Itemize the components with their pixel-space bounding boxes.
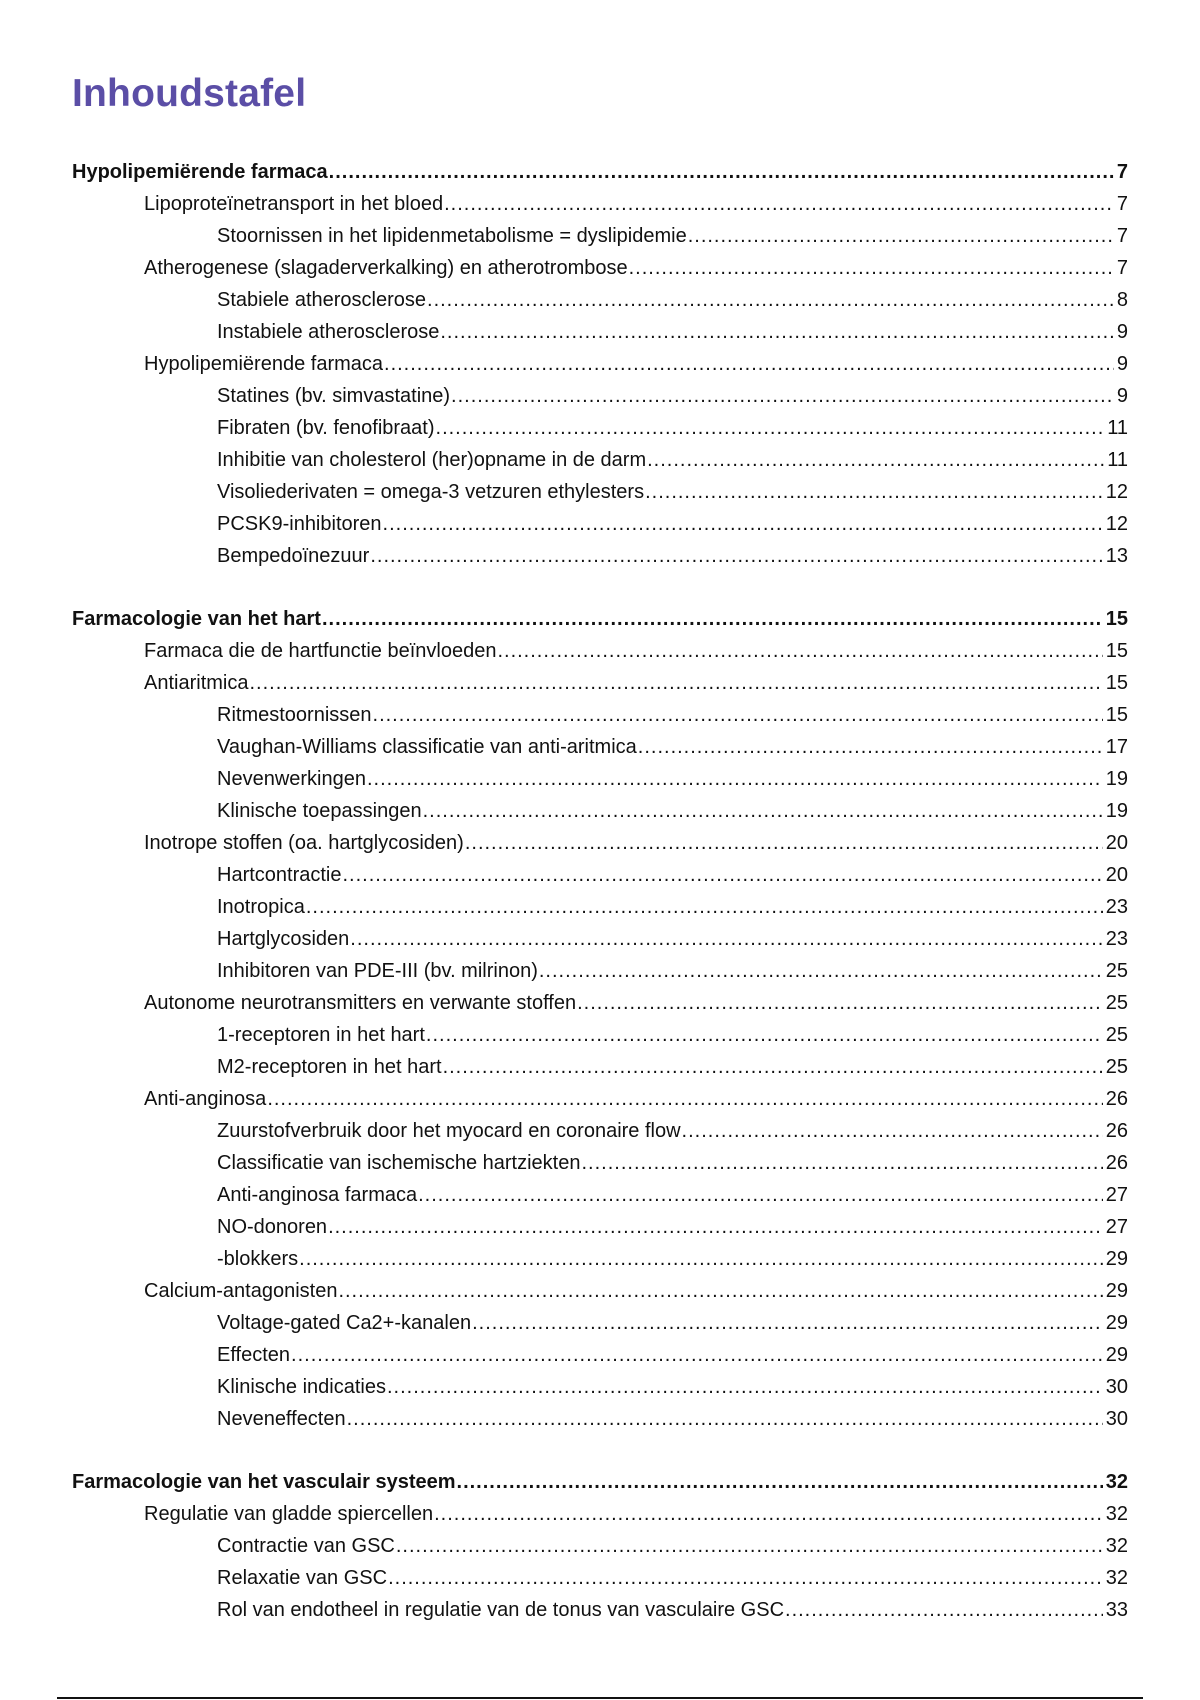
toc-page-number: 7 bbox=[1116, 225, 1128, 247]
toc-page-number: 27 bbox=[1105, 1216, 1128, 1238]
toc-entry-level-3[interactable] bbox=[72, 1147, 1128, 1179]
toc-page-number: 15 bbox=[1105, 640, 1128, 662]
toc-entry-level-3[interactable] bbox=[72, 508, 1128, 540]
toc-dot-leader bbox=[443, 1051, 1103, 1083]
toc-page-number: 29 bbox=[1105, 1344, 1128, 1366]
toc-entry-label: -blokkers bbox=[217, 1248, 299, 1270]
toc-dot-leader bbox=[343, 859, 1103, 891]
toc-page-number: 15 bbox=[1105, 672, 1128, 694]
toc-page-number: 32 bbox=[1105, 1471, 1128, 1493]
toc-dot-leader bbox=[440, 316, 1114, 348]
toc-dot-leader bbox=[444, 188, 1114, 220]
toc-entry-label: Rol van endotheel in regulatie van de tonus van vasculaire GSC bbox=[217, 1599, 785, 1621]
toc-entry-level-3[interactable] bbox=[72, 412, 1128, 444]
toc-entry-level-2[interactable] bbox=[72, 252, 1128, 284]
toc-entry-level-3[interactable] bbox=[72, 284, 1128, 316]
toc-dot-leader bbox=[387, 1371, 1103, 1403]
toc-page-number: 30 bbox=[1105, 1408, 1128, 1430]
toc-page-number: 15 bbox=[1105, 704, 1128, 726]
toc-entry-label: Effecten bbox=[217, 1344, 291, 1366]
toc-page-number: 9 bbox=[1116, 353, 1128, 375]
toc-entry-level-2[interactable] bbox=[72, 987, 1128, 1019]
toc-entry-label: PCSK9-inhibitoren bbox=[217, 513, 382, 535]
toc-dot-leader bbox=[306, 891, 1103, 923]
toc-page-number: 7 bbox=[1116, 257, 1128, 279]
toc-entry-level-3[interactable] bbox=[72, 1051, 1128, 1083]
toc-entry-label: Klinische toepassingen bbox=[217, 800, 422, 822]
toc-entry-level-1[interactable] bbox=[72, 1466, 1128, 1498]
toc-entry-level-3[interactable] bbox=[72, 1594, 1128, 1626]
toc-dot-leader bbox=[497, 635, 1102, 667]
toc-entry-level-3[interactable] bbox=[72, 731, 1128, 763]
toc-dot-leader bbox=[267, 1083, 1102, 1115]
toc-dot-leader bbox=[457, 1466, 1103, 1498]
toc-page-number: 26 bbox=[1105, 1152, 1128, 1174]
toc-dot-leader bbox=[638, 731, 1103, 763]
toc-page-number: 26 bbox=[1105, 1088, 1128, 1110]
table-of-contents bbox=[72, 156, 1128, 1626]
toc-entry-level-3[interactable] bbox=[72, 1019, 1128, 1051]
toc-entry-label: Neveneffecten bbox=[217, 1408, 346, 1430]
toc-page-number: 25 bbox=[1105, 992, 1128, 1014]
toc-entry-level-3[interactable] bbox=[72, 955, 1128, 987]
toc-dot-leader bbox=[451, 380, 1114, 412]
toc-entry-level-3[interactable] bbox=[72, 699, 1128, 731]
toc-entry-label: Fibraten (bv. fenofibraat) bbox=[217, 417, 435, 439]
toc-dot-leader bbox=[347, 1403, 1103, 1435]
toc-dot-leader bbox=[539, 955, 1103, 987]
toc-entry-level-3[interactable] bbox=[72, 1562, 1128, 1594]
toc-page-number: 26 bbox=[1105, 1120, 1128, 1142]
toc-entry-label: Classificatie van ischemische hartziekten bbox=[217, 1152, 581, 1174]
toc-dot-leader bbox=[418, 1179, 1103, 1211]
toc-dot-leader bbox=[329, 156, 1114, 188]
toc-entry-label: Inhibitoren van PDE-III (bv. milrinon) bbox=[217, 960, 538, 982]
toc-page-number: 19 bbox=[1105, 800, 1128, 822]
toc-entry-level-3[interactable] bbox=[72, 540, 1128, 572]
toc-page-number: 29 bbox=[1105, 1280, 1128, 1302]
toc-page-number: 11 bbox=[1107, 449, 1128, 471]
toc-entry-label: Zuurstofverbruik door het myocard en coronaire flow bbox=[217, 1120, 681, 1142]
toc-entry-label: Statines (bv. simvastatine) bbox=[217, 385, 451, 407]
toc-entry-label: Vaughan-Williams classificatie van anti-aritmica bbox=[217, 736, 637, 758]
toc-page-number: 25 bbox=[1105, 1056, 1128, 1078]
toc-dot-leader bbox=[436, 412, 1105, 444]
toc-entry-level-3[interactable] bbox=[72, 1243, 1128, 1275]
toc-entry-level-3[interactable] bbox=[72, 795, 1128, 827]
toc-page-number: 17 bbox=[1105, 736, 1128, 758]
toc-entry-level-3[interactable] bbox=[72, 1530, 1128, 1562]
toc-page-number: 25 bbox=[1105, 960, 1128, 982]
toc-entry-label: Hartglycosiden bbox=[217, 928, 350, 950]
toc-dot-leader bbox=[645, 476, 1103, 508]
toc-entry-label: Instabiele atherosclerose bbox=[217, 321, 440, 343]
toc-entry-level-3[interactable] bbox=[72, 1179, 1128, 1211]
toc-dot-leader bbox=[472, 1307, 1103, 1339]
footer-divider bbox=[57, 1697, 1143, 1699]
toc-dot-leader bbox=[785, 1594, 1103, 1626]
toc-entry-label: M2-receptoren in het hart bbox=[217, 1056, 442, 1078]
toc-entry-label: Farmacologie van het hart bbox=[72, 608, 321, 630]
toc-entry-level-3[interactable] bbox=[72, 1307, 1128, 1339]
toc-entry-label: Stoornissen in het lipidenmetabolisme = dyslipidemie bbox=[217, 225, 687, 247]
toc-page-number: 25 bbox=[1105, 1024, 1128, 1046]
toc-entry-level-3[interactable] bbox=[72, 763, 1128, 795]
toc-dot-leader bbox=[350, 923, 1102, 955]
toc-page-number: 33 bbox=[1105, 1599, 1128, 1621]
toc-entry-label: Hypolipemiërende farmaca bbox=[72, 161, 328, 183]
toc-entry-label: Anti-anginosa farmaca bbox=[217, 1184, 418, 1206]
toc-entry-label: Relaxatie van GSC bbox=[217, 1567, 388, 1589]
toc-entry-label: Regulatie van gladde spiercellen bbox=[144, 1503, 434, 1525]
toc-dot-leader bbox=[582, 1147, 1103, 1179]
toc-entry-label: Klinische indicaties bbox=[217, 1376, 386, 1398]
toc-entry-label: Hypolipemiërende farmaca bbox=[144, 353, 384, 375]
toc-page-number: 9 bbox=[1116, 321, 1128, 343]
toc-dot-leader bbox=[682, 1115, 1103, 1147]
toc-entry-label: Hartcontractie bbox=[217, 864, 342, 886]
toc-entry-label: Stabiele atherosclerose bbox=[217, 289, 427, 311]
toc-entry-label: Ritmestoornissen bbox=[217, 704, 372, 726]
toc-entry-label: Visoliederivaten = omega-3 vetzuren ethylesters bbox=[217, 481, 645, 503]
toc-entry-level-2[interactable] bbox=[72, 348, 1128, 380]
toc-dot-leader bbox=[647, 444, 1104, 476]
toc-page-number: 29 bbox=[1105, 1312, 1128, 1334]
toc-entry-level-1[interactable] bbox=[72, 156, 1128, 188]
toc-dot-leader bbox=[370, 540, 1102, 572]
toc-page-number: 23 bbox=[1105, 928, 1128, 950]
toc-entry-label: Calcium-antagonisten bbox=[144, 1280, 338, 1302]
toc-dot-leader bbox=[249, 667, 1102, 699]
toc-page-number: 19 bbox=[1105, 768, 1128, 790]
toc-dot-leader bbox=[577, 987, 1103, 1019]
toc-dot-leader bbox=[328, 1211, 1103, 1243]
toc-dot-leader bbox=[299, 1243, 1103, 1275]
toc-page-number: 30 bbox=[1105, 1376, 1128, 1398]
toc-dot-leader bbox=[388, 1562, 1103, 1594]
toc-page-number: 20 bbox=[1105, 832, 1128, 854]
toc-entry-label: Farmaca die de hartfunctie beïnvloeden bbox=[144, 640, 497, 662]
toc-page-number: 12 bbox=[1105, 513, 1128, 535]
toc-entry-label: Voltage-gated Ca2+-kanalen bbox=[217, 1312, 472, 1334]
toc-dot-leader bbox=[322, 603, 1103, 635]
toc-entry-level-3[interactable] bbox=[72, 1339, 1128, 1371]
toc-entry-level-3[interactable] bbox=[72, 859, 1128, 891]
toc-entry-level-2[interactable] bbox=[72, 667, 1128, 699]
toc-entry-level-2[interactable] bbox=[72, 188, 1128, 220]
toc-dot-leader bbox=[434, 1498, 1103, 1530]
toc-page-number: 7 bbox=[1116, 161, 1128, 183]
toc-dot-leader bbox=[338, 1275, 1102, 1307]
toc-entry-level-3[interactable] bbox=[72, 1371, 1128, 1403]
toc-dot-leader bbox=[688, 220, 1114, 252]
toc-entry-level-3[interactable] bbox=[72, 380, 1128, 412]
toc-page-number: 32 bbox=[1105, 1535, 1128, 1557]
toc-entry-level-3[interactable] bbox=[72, 1211, 1128, 1243]
toc-page-number: 32 bbox=[1105, 1567, 1128, 1589]
toc-entry-label: Autonome neurotransmitters en verwante stoffen bbox=[144, 992, 577, 1014]
toc-entry-label: Inhibitie van cholesterol (her)opname in de darm bbox=[217, 449, 647, 471]
toc-entry-level-3[interactable] bbox=[72, 1115, 1128, 1147]
toc-dot-leader bbox=[465, 827, 1103, 859]
toc-entry-label: Lipoproteïnetransport in het bloed bbox=[144, 193, 444, 215]
toc-entry-level-3[interactable] bbox=[72, 444, 1128, 476]
toc-entry-label: Farmacologie van het vasculair systeem bbox=[72, 1471, 456, 1493]
toc-entry-label: Inotrope stoffen (oa. hartglycosiden) bbox=[144, 832, 464, 854]
toc-entry-level-3[interactable] bbox=[72, 1403, 1128, 1435]
toc-entry-level-3[interactable] bbox=[72, 220, 1128, 252]
toc-page-number: 7 bbox=[1116, 193, 1128, 215]
toc-page-number: 11 bbox=[1107, 417, 1128, 439]
toc-page-number: 20 bbox=[1105, 864, 1128, 886]
toc-dot-leader bbox=[373, 699, 1103, 731]
toc-page-number: 32 bbox=[1105, 1503, 1128, 1525]
toc-dot-leader bbox=[396, 1530, 1103, 1562]
toc-dot-leader bbox=[384, 348, 1114, 380]
toc-entry-label: Bempedoïnezuur bbox=[217, 545, 370, 567]
toc-dot-leader bbox=[367, 763, 1103, 795]
toc-dot-leader bbox=[629, 252, 1114, 284]
toc-entry-level-2[interactable] bbox=[72, 1083, 1128, 1115]
toc-entry-label: NO-donoren bbox=[217, 1216, 328, 1238]
toc-entry-label: Nevenwerkingen bbox=[217, 768, 366, 790]
toc-dot-leader bbox=[423, 795, 1103, 827]
toc-page-number: 23 bbox=[1105, 896, 1128, 918]
page-title: Inhoudstafel bbox=[72, 72, 307, 115]
toc-entry-level-3[interactable] bbox=[72, 923, 1128, 955]
toc-entry-label: Contractie van GSC bbox=[217, 1535, 395, 1557]
toc-dot-leader bbox=[383, 508, 1103, 540]
toc-entry-level-3[interactable] bbox=[72, 891, 1128, 923]
toc-entry-level-2[interactable] bbox=[72, 635, 1128, 667]
toc-page-number: 27 bbox=[1105, 1184, 1128, 1206]
toc-entry-label: Antiaritmica bbox=[144, 672, 249, 694]
toc-page-number: 13 bbox=[1105, 545, 1128, 567]
toc-entry-level-2[interactable] bbox=[72, 827, 1128, 859]
toc-entry-level-1[interactable] bbox=[72, 603, 1128, 635]
toc-entry-level-2[interactable] bbox=[72, 1498, 1128, 1530]
toc-page-number: 9 bbox=[1116, 385, 1128, 407]
toc-entry-label: Inotropica bbox=[217, 896, 305, 918]
toc-entry-level-2[interactable] bbox=[72, 1275, 1128, 1307]
toc-entry-level-3[interactable] bbox=[72, 476, 1128, 508]
toc-entry-label: Atherogenese (slagaderverkalking) en atherotrombose bbox=[144, 257, 628, 279]
toc-dot-leader bbox=[427, 284, 1114, 316]
toc-dot-leader bbox=[426, 1019, 1103, 1051]
toc-entry-label: Anti-anginosa bbox=[144, 1088, 267, 1110]
toc-entry-label: 1-receptoren in het hart bbox=[217, 1024, 425, 1046]
toc-page-number: 15 bbox=[1105, 608, 1128, 630]
toc-page-number: 12 bbox=[1105, 481, 1128, 503]
toc-dot-leader bbox=[291, 1339, 1103, 1371]
toc-page-number: 8 bbox=[1116, 289, 1128, 311]
toc-page-number: 29 bbox=[1105, 1248, 1128, 1270]
toc-entry-level-3[interactable] bbox=[72, 316, 1128, 348]
